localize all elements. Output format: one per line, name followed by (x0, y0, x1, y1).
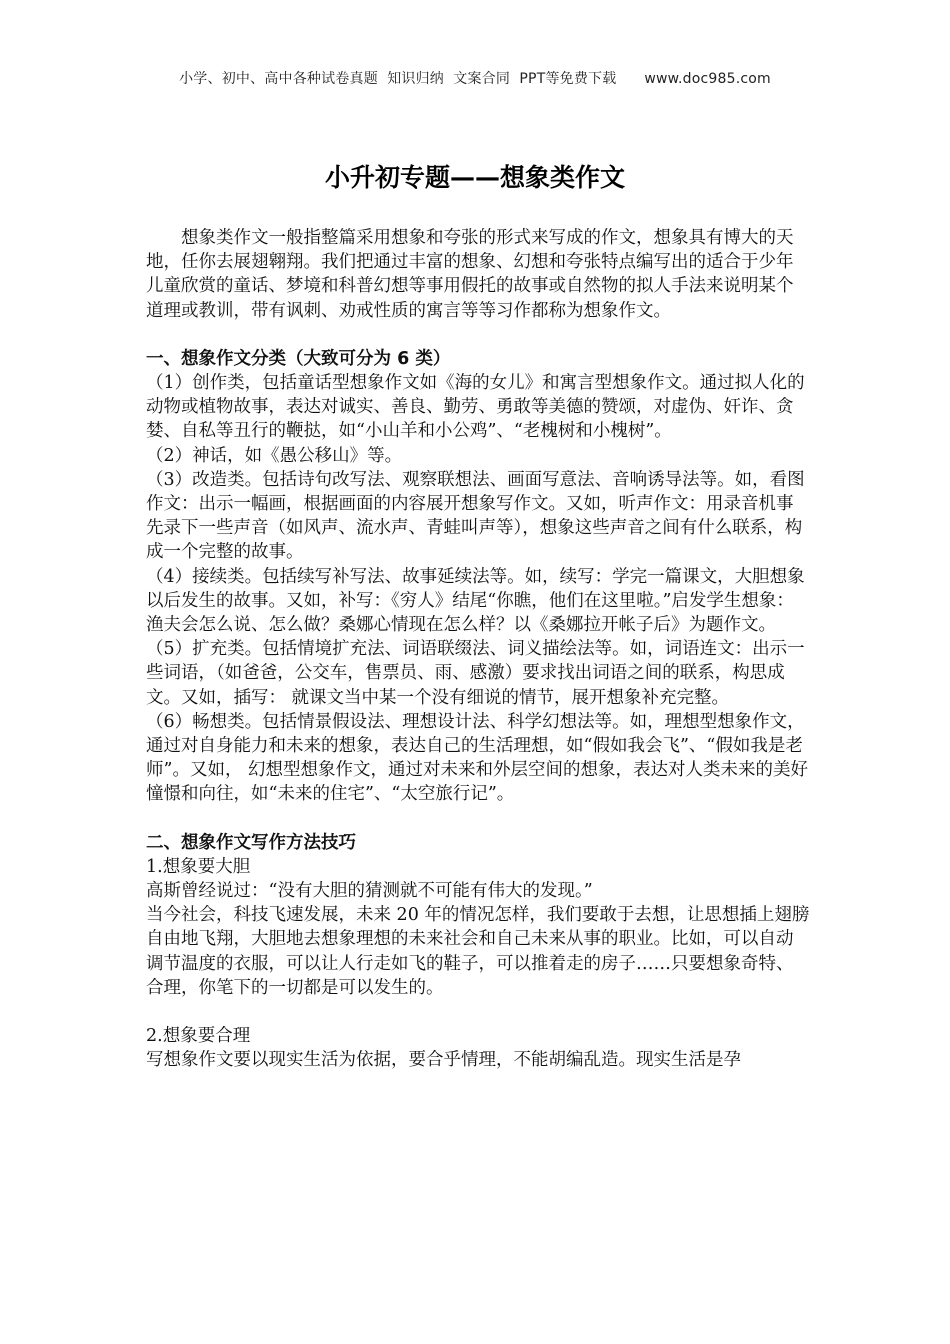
list-item: （5）扩充类。包括情境扩充法、词语联缀法、词义描绘法等。如，词语连文：出示一些词语，（如爸爸，公交车，售票员、雨、感激）要求找出词语之间的联系，构思成文。又如，插写： 就课文当中某一个没有细说的情节，展开想象补充完整。 (146, 639, 805, 708)
body-paragraph: 当今社会，科技飞速发展，未来 20 年的情况怎样，我们要敢于去想，让思想插上翅膀自由地飞翔，大胆地去想象理想的未来社会和自己未来从事的职业。比如，可以自动调节温度的衣服，可以让人行走如飞的鞋子，可以推着走的房子……只要想象奇特、合理，你笔下的一切都是可以发生的。 (146, 905, 810, 998)
section-heading-classification: 一、想象作文分类（大致可分为 6 类） (146, 348, 451, 369)
intro-paragraph: 想象类作文一般指整篇采用想象和夸张的形式来写成的作文，想象具有博大的天地，任你去展翅翱翔。我们把通过丰富的想象、幻想和夸张特点编写出的适合于少年儿童欣赏的童话、梦境和科普幻想等事用假托的故事或自然物的拟人手法来说明某个道理或教训，带有讽刺、劝戒性质的寓言等等习作都称为想象作文。 (146, 228, 794, 321)
document-body (146, 226, 810, 1073)
list-item: （6）畅想类。包括情景假设法、理想设计法、科学幻想法等。如，理想型想象作文，通过对自身能力和未来的想象，表达自己的生活理想，如“假如我会飞”、“假如我是老师”。又如， 幻想型想象作文，通过对未来和外层空间的想象，表达对人类未来的美好憧憬和向往，如“未来的住宅”、“太空旅行记”。 (146, 711, 809, 805)
spacer (146, 323, 810, 347)
page-header: 小学、初中、高中各种试卷真题 知识归纳 文案合同 PPT等免费下载 www.doc985.com (179, 71, 771, 87)
section-heading-techniques: 二、想象作文写作方法技巧 (146, 832, 356, 853)
list-item: （3）改造类。包括诗句改写法、观察联想法、画面写意法、音响诱导法等。如，看图作文：出示一幅画，根据画面的内容展开想象写作文。又如，听声作文：用录音机事先录下一些声音（如风声、流水声、青蛙叫声等），想象这些声音之间有什么联系，构成一个完整的故事。 (146, 469, 805, 563)
list-item: （4）接续类。包括续写补写法、故事延续法等。如，续写：学完一篇课文，大胆想象以后发生的故事。又如，补写：《穷人》结尾“你瞧，他们在这里啦。”启发学生想象：渔夫会怎么说、怎么做？桑娜心情现在怎么样？以《桑娜拉开帐子后》为题作文。 (146, 566, 805, 636)
list-item: （2）神话，如《愚公移山》等。 (146, 445, 403, 466)
subheading-reasonable-imagination: 2.想象要合理 (146, 1026, 251, 1047)
quote-paragraph: 高斯曾经说过：“没有大胆的猜测就不可能有伟大的发现。” (146, 881, 593, 902)
body-paragraph: 写想象作文要以现实生活为依据，要合乎情理，不能胡编乱造。现实生活是孕 (146, 1050, 741, 1071)
subheading-bold-imagination: 1.想象要大胆 (146, 856, 251, 877)
page-title: 小升初专题——想象类作文 (324, 163, 625, 192)
spacer (146, 1000, 810, 1024)
spacer (146, 807, 810, 831)
list-item: （1）创作类，包括童话型想象作文如《海的女儿》和寓言型想象作文。通过拟人化的动物或植物故事，表达对诚实、善良、勤劳、勇敢等美德的赞颂，对虚伪、奸诈、贪婪、自私等丑行的鞭挞，如“小山羊和小公鸡”、“老槐树和小槐树”。 (146, 373, 805, 442)
